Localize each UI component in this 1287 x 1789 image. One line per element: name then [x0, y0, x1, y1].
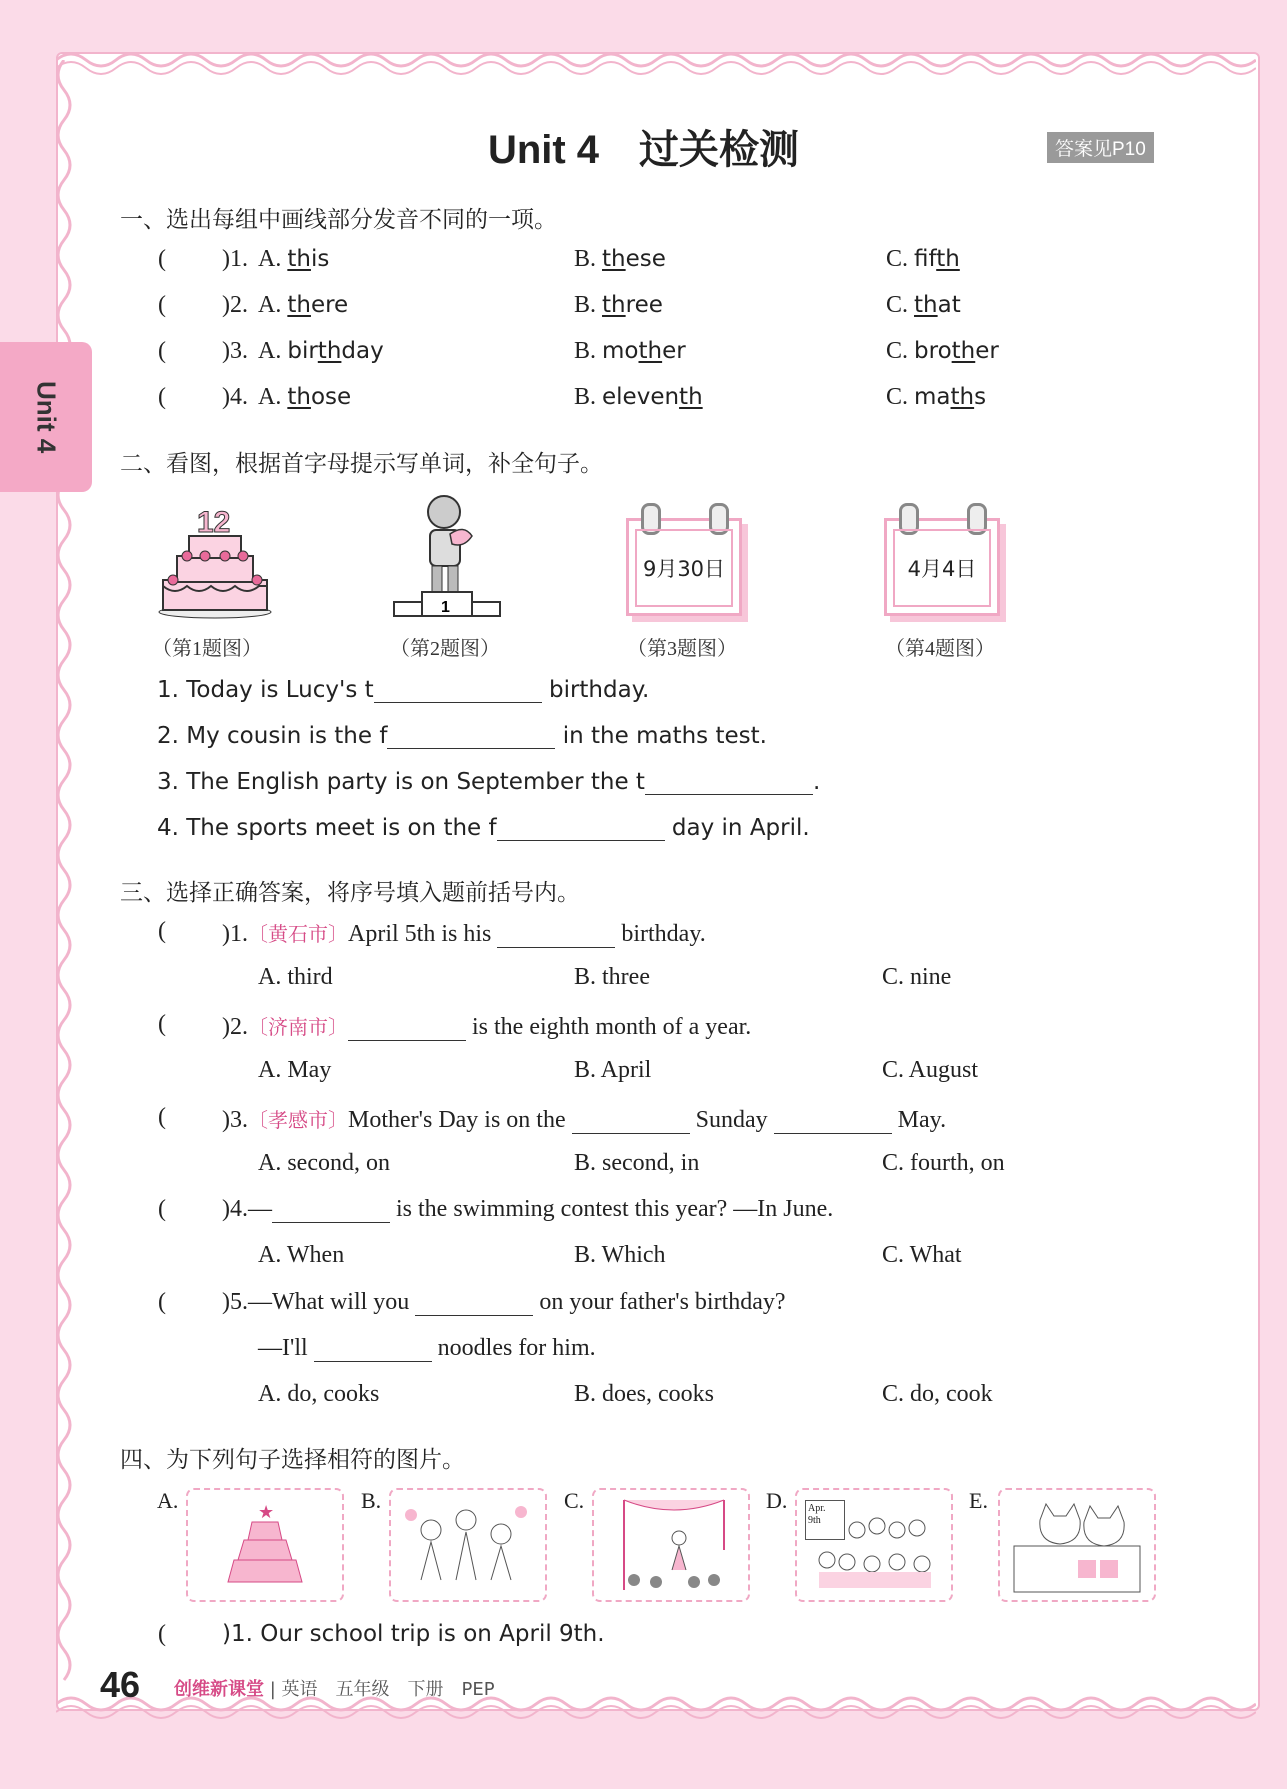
answer-blank[interactable]: [387, 722, 555, 749]
picture-a-cake[interactable]: [186, 1488, 344, 1602]
option-a[interactable]: A. second, on: [258, 1150, 390, 1176]
option-label: C.: [886, 292, 915, 318]
question-text: Sunday: [689, 1107, 774, 1133]
footer-brand: 创维新课堂: [174, 1679, 264, 1700]
option-label: B.: [574, 338, 603, 364]
sentence-text: 2. My cousin is the f: [157, 723, 388, 749]
picture-caption-3: （第3题图）: [627, 638, 737, 660]
word-part: bir: [287, 338, 318, 364]
option-a[interactable]: [258, 338, 384, 365]
answer-paren[interactable]: (: [158, 1104, 166, 1130]
option-word: [914, 246, 960, 272]
podium-number: 1: [441, 599, 450, 616]
picture-d-school-trip[interactable]: [795, 1488, 953, 1602]
option-word: [602, 246, 666, 272]
calendar-date: 9月30日: [635, 529, 733, 607]
option-word: [914, 292, 961, 318]
sentence-text: 3. The English party is on September the t: [157, 769, 645, 795]
answer-paren[interactable]: (: [158, 1289, 166, 1315]
cake-icon: [188, 1490, 342, 1600]
sentence-text: birthday.: [541, 677, 650, 703]
option-b[interactable]: [574, 292, 663, 319]
question-number: )5.: [222, 1289, 248, 1315]
option-c[interactable]: [886, 384, 986, 411]
answer-blank[interactable]: [272, 1196, 390, 1223]
mc-question-4: [222, 1196, 833, 1223]
option-word: [287, 338, 383, 364]
answer-paren[interactable]: (: [158, 338, 166, 364]
source-tag: 〔济南市〕: [248, 1015, 348, 1039]
question-text: May.: [891, 1107, 947, 1133]
answer-blank[interactable]: [415, 1289, 533, 1316]
option-label: B.: [574, 246, 603, 272]
option-b[interactable]: [574, 338, 686, 365]
option-b[interactable]: B. does, cooks: [574, 1381, 714, 1407]
section1-heading: 一、选出每组中画线部分发音不同的一项。: [120, 207, 557, 233]
picture-c-stage[interactable]: [592, 1488, 750, 1602]
sentence-text: day in April.: [664, 815, 810, 841]
question-text: is the eighth month of a year.: [466, 1014, 752, 1040]
option-word: [602, 338, 686, 364]
word-part: ese: [625, 246, 666, 272]
cake-number: 12: [197, 506, 231, 539]
underlined-sound: th: [638, 338, 663, 364]
underlined-sound: th: [602, 246, 626, 272]
question-text: on your father's birthday?: [533, 1289, 786, 1315]
answer-paren[interactable]: (: [158, 292, 166, 318]
word-part: is: [310, 246, 330, 272]
mc-question-5: [222, 1289, 786, 1316]
sentence-text: in the maths test.: [555, 723, 767, 749]
answer-paren[interactable]: (: [158, 1196, 166, 1222]
question-number: )3.: [222, 338, 248, 364]
option-a[interactable]: [258, 292, 348, 319]
question-text: Our school trip is on April 9th.: [260, 1621, 605, 1647]
source-tag: 〔黄石市〕: [248, 922, 348, 946]
word-part: eleven: [602, 384, 680, 410]
option-a[interactable]: A. When: [258, 1242, 345, 1268]
source-tag: 〔孝感市〕: [248, 1108, 348, 1132]
calendar-sep30: [626, 518, 742, 616]
option-b[interactable]: B. three: [574, 964, 650, 990]
question-text: —: [248, 1196, 272, 1222]
picture-label-c: C.: [564, 1488, 585, 1513]
answer-blank[interactable]: [774, 1107, 892, 1134]
underlined-sound: th: [317, 338, 342, 364]
word-part: ere: [310, 292, 349, 318]
answer-blank[interactable]: [497, 921, 615, 948]
svg-text:★: ★: [258, 1502, 275, 1523]
section3-heading: 三、选择正确答案，将序号填入题前括号内。: [120, 880, 580, 906]
option-c[interactable]: C. do, cook: [882, 1381, 993, 1407]
word-part: ma: [914, 384, 951, 410]
calendar-date: 4月4日: [893, 529, 991, 607]
option-a[interactable]: A. May: [258, 1057, 332, 1083]
mc-question-3: [222, 1104, 946, 1134]
answer-blank[interactable]: [572, 1107, 690, 1134]
answer-blank[interactable]: [645, 768, 813, 795]
option-b[interactable]: B. Which: [574, 1242, 666, 1268]
footer-book-info: 英语 五年级 下册 PEP: [281, 1679, 495, 1700]
underlined-sound: th: [287, 246, 311, 272]
word-part: fif: [914, 246, 937, 272]
section2-heading: 二、看图，根据首字母提示写单词，补全句子。: [120, 451, 603, 477]
picture-label-d: D.: [766, 1488, 788, 1513]
fill-sentence-4: [157, 814, 810, 841]
section4-heading: 四、为下列句子选择相符的图片。: [120, 1447, 465, 1473]
word-part: at: [937, 292, 961, 318]
word-part: s: [974, 384, 987, 410]
option-label: C.: [886, 338, 915, 364]
page-number: 46: [100, 1664, 141, 1705]
answer-blank[interactable]: [497, 814, 665, 841]
picture-caption-2: （第2题图）: [390, 638, 500, 660]
question-number: )3.: [222, 1107, 248, 1133]
question-number: )4.: [222, 384, 248, 410]
matching-question-1: [222, 1621, 605, 1647]
option-word: [914, 338, 999, 364]
side-tab-label: Unit 4: [31, 380, 62, 454]
option-word: [602, 292, 663, 318]
option-label: C.: [886, 384, 915, 410]
fill-sentence-2: [157, 722, 767, 749]
underlined-sound: th: [914, 292, 938, 318]
picture-caption-4: （第4题图）: [885, 638, 995, 660]
question-number: )4.: [222, 1196, 248, 1222]
option-label: B.: [574, 384, 603, 410]
option-c[interactable]: [886, 338, 999, 365]
option-b[interactable]: B. second, in: [574, 1150, 700, 1176]
question-text: is the swimming contest this year? —In June.: [390, 1196, 834, 1222]
word-part: mo: [602, 338, 639, 364]
calendar-apr4: [884, 518, 1000, 616]
picture-label-e: E.: [969, 1488, 988, 1513]
question-text: April 5th is his: [348, 921, 498, 947]
question-text: —I'll: [258, 1335, 314, 1361]
picture-caption-1: （第1题图）: [152, 638, 262, 660]
question-text: birthday.: [615, 921, 706, 947]
question-number: )1.: [222, 1621, 253, 1647]
two-cats-icon: [1000, 1490, 1154, 1600]
option-c[interactable]: C. fourth, on: [882, 1150, 1005, 1176]
word-part: ose: [310, 384, 352, 410]
answer-paren[interactable]: (: [158, 246, 166, 272]
picture-b-party[interactable]: [389, 1488, 547, 1602]
option-label: A.: [258, 246, 288, 272]
option-a[interactable]: A. third: [258, 964, 333, 990]
answer-blank[interactable]: [314, 1335, 432, 1362]
party-people-icon: [391, 1490, 545, 1600]
option-word: [287, 246, 329, 272]
option-label: B.: [574, 292, 603, 318]
option-word: [287, 384, 351, 410]
option-c[interactable]: C. August: [882, 1057, 979, 1083]
answer-paren[interactable]: (: [158, 1011, 166, 1037]
question-text: —What will you: [248, 1289, 416, 1315]
picture-label-b: B.: [361, 1488, 382, 1513]
underlined-sound: th: [287, 292, 311, 318]
answer-paren[interactable]: (: [158, 1621, 166, 1647]
option-b[interactable]: B. April: [574, 1057, 652, 1083]
underlined-sound: th: [951, 338, 976, 364]
question-text: noodles for him.: [431, 1335, 596, 1361]
question-number: )1.: [222, 246, 248, 272]
question-text: Mother's Day is on the: [348, 1107, 572, 1133]
page-title: Unit 4 过关检测: [487, 128, 800, 172]
answer-reference-badge: 答案见P10: [1047, 132, 1154, 163]
underlined-sound: th: [287, 384, 311, 410]
word-part: er: [662, 338, 686, 364]
stage-performance-icon: [594, 1490, 748, 1600]
mc-question-2: [222, 1011, 751, 1041]
fill-sentence-1: [157, 676, 649, 703]
word-part: ree: [625, 292, 663, 318]
underlined-sound: th: [936, 246, 960, 272]
word-part: er: [975, 338, 999, 364]
option-a[interactable]: A. do, cooks: [258, 1381, 380, 1407]
answer-blank[interactable]: [374, 676, 542, 703]
question-number: )2.: [222, 292, 248, 318]
option-label: A.: [258, 292, 288, 318]
underlined-sound: th: [679, 384, 703, 410]
option-word: [914, 384, 986, 410]
option-word: [602, 384, 703, 410]
option-label: C.: [886, 246, 915, 272]
answer-paren[interactable]: (: [158, 918, 166, 944]
unit-side-tab: [0, 342, 92, 492]
underlined-sound: th: [950, 384, 975, 410]
option-b[interactable]: [574, 384, 703, 411]
answer-paren[interactable]: (: [158, 384, 166, 410]
sentence-text: 4. The sports meet is on the f: [157, 815, 497, 841]
option-c[interactable]: C. nine: [882, 964, 952, 990]
option-c[interactable]: [886, 292, 961, 319]
answer-blank[interactable]: [348, 1014, 466, 1041]
footer-series: 创维新课堂 | 英语 五年级 下册 PEP: [174, 1679, 495, 1700]
word-part: bro: [914, 338, 952, 364]
mini-calendar: Apr. 9th: [805, 1500, 845, 1540]
underlined-sound: th: [602, 292, 626, 318]
picture-label-a: A.: [157, 1488, 179, 1513]
birthday-cake-picture: [155, 500, 275, 620]
word-part: day: [341, 338, 384, 364]
first-place-podium-picture: [392, 490, 502, 620]
option-label: A.: [258, 384, 288, 410]
option-label: A.: [258, 338, 288, 364]
option-word: [287, 292, 348, 318]
question-number: )2.: [222, 1014, 248, 1040]
fill-sentence-3: [157, 768, 820, 795]
picture-e-cats[interactable]: [998, 1488, 1156, 1602]
mc-question-5-line2: [258, 1335, 596, 1362]
question-number: )1.: [222, 921, 248, 947]
option-a[interactable]: [258, 384, 351, 411]
option-c[interactable]: [886, 246, 960, 273]
option-a[interactable]: [258, 246, 329, 273]
sentence-text: 1. Today is Lucy's t: [157, 677, 374, 703]
option-b[interactable]: [574, 246, 666, 273]
mc-question-1: [222, 918, 706, 948]
sentence-text: .: [812, 769, 821, 795]
option-c[interactable]: C. What: [882, 1242, 962, 1268]
